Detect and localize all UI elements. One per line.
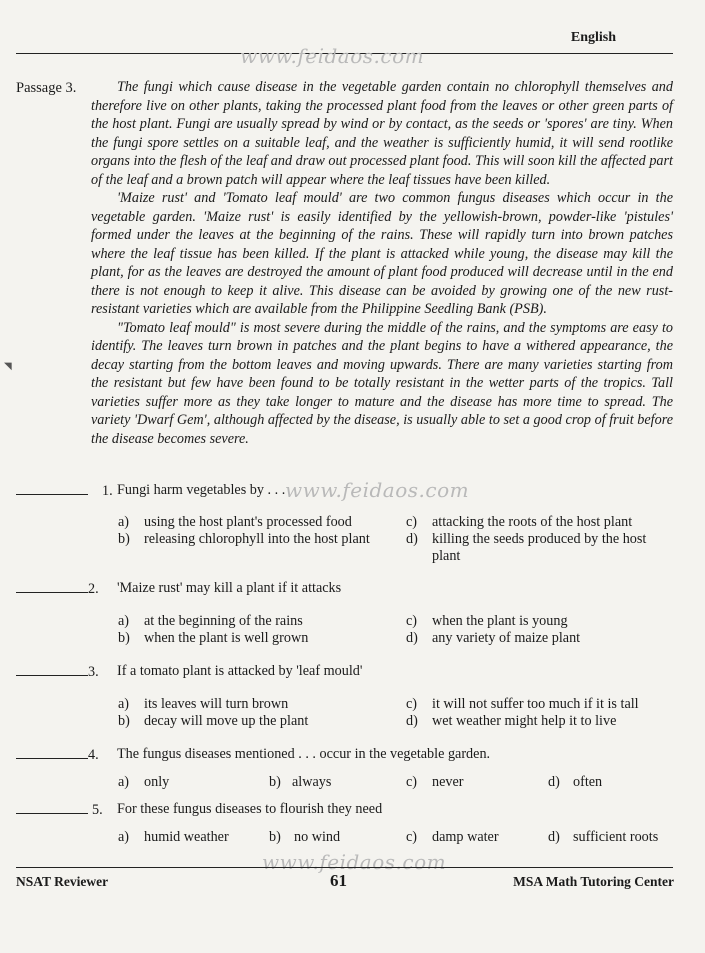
answer-blank[interactable] [16,663,88,676]
option-letter: a) [118,514,130,530]
option-text[interactable]: releasing chlorophyll into the host plant [144,531,370,547]
option-row [118,514,408,548]
option-text[interactable]: any variety of maize plant [432,630,581,646]
option-text[interactable]: decay will move up the plant [144,713,309,729]
question-2 [16,580,676,600]
option-row [406,514,676,565]
footer-rule [16,867,673,868]
option-letter: a) [118,696,130,712]
option-row [406,696,676,730]
option-letter: c) [406,696,418,712]
option-text[interactable]: its leaves will turn brown [144,696,289,712]
answer-blank[interactable] [16,801,88,814]
question-number: 5. [92,802,103,818]
option-letter: c) [406,829,418,845]
option-letter: d) [406,531,418,547]
option-letter: b) [118,713,130,729]
passage-paragraph: 'Maize rust' and 'Tomato leaf mould' are two common fungus diseases which occur in the vegetable garden. 'Maize rust' is easily identified by the yellowish-brown, powder-like 'pistules' formed under the leaves at the beginning of the rains. These will rapidly turn into brown patches where the leaf tissue has been killed. If the plant is attacked while young, the disease may kill the plant, for as the leaves are destroyed the amount of plant food produced will decrease until in the end there is not enough to keep it alive. This disease can be avoided by growing one of the new rust-resistant varieties which are available from the Philippine Seedling Bank (PSB). [91,190,673,317]
option-text[interactable]: killing the seeds produced by the host plant [432,531,647,564]
question-5 [16,801,676,821]
option-text[interactable]: at the beginning of the rains [144,613,303,629]
option-letter: b) [269,829,281,845]
option-text[interactable]: no wind [294,829,341,845]
question-number: 4. [88,747,99,763]
question-text: 'Maize rust' may kill a plant if it attacks [117,580,342,596]
option-text[interactable]: humid weather [144,829,229,845]
question-text: If a tomato plant is attacked by 'leaf mould' [117,663,363,679]
passage-label: Passage 3. [16,80,77,96]
watermark: www.feidaos.com [262,850,447,874]
option-text[interactable]: often [573,774,603,790]
pen-mark-icon: ◥ [4,361,12,372]
option-row [118,613,408,647]
option-letter: c) [406,774,418,790]
option-text[interactable]: it will not suffer too much if it is tall [432,696,639,712]
option-letter: d) [548,829,560,845]
question-text: Fungi harm vegetables by . . . [117,482,286,498]
option-text[interactable]: attacking the roots of the host plant [432,514,633,530]
option-text[interactable]: wet weather might help it to live [432,713,617,729]
option-letter: a) [118,774,130,790]
watermark: www.feidaos.com [240,44,425,68]
option-letter: d) [406,713,418,729]
question-4 [16,746,676,766]
option-letter: a) [118,829,130,845]
question-number: 1. [102,483,113,499]
option-letter: d) [548,774,560,790]
watermark: www.feidaos.com [285,478,470,502]
passage-text [91,78,673,448]
question-number: 2. [88,581,99,597]
option-letter: b) [269,774,281,790]
option-text[interactable]: damp water [432,829,499,845]
question-number: 3. [88,664,99,680]
question-text: The fungus diseases mentioned . . . occur in the vegetable garden. [117,746,491,762]
answer-blank[interactable] [16,580,88,593]
option-text[interactable]: only [144,774,170,790]
answer-blank[interactable] [16,746,88,759]
option-text[interactable]: never [432,774,464,790]
footer-book-title: NSAT Reviewer [16,874,109,889]
passage-paragraph: "Tomato leaf mould" is most severe during the middle of the rains, and the symptoms are easy to identify. The leaves turn brown in patches and the plant begins to have a withered appearance, the decay starting from the bottom leaves and moving upwards. There are many varieties starting from the resistant but few have been found to be totally resistant in the wetter parts of the tropics. Tall varieties suffer more as they take longer to mature and the disease has more time to spread. The variety 'Dwarf Gem', although affected by the disease, is usually able to set a good crop of fruit before the disease becomes severe. [91,319,673,447]
option-text[interactable]: when the plant is well grown [144,630,309,646]
answer-blank[interactable] [16,482,88,495]
option-row [406,613,676,647]
option-letter: c) [406,613,418,629]
question-text: For these fungus diseases to flourish they need [117,801,383,817]
option-row [118,696,408,730]
passage-paragraph: The fungi which cause disease in the vegetable garden contain no chlorophyll themselves and therefore live on other plants, taking the processed plant food from the leaves or other green parts of the host plant. Fungi are usually spread by wind or by contact, as the seeds or 'spores' are tiny. When the fungi spore settles on a suitable leaf, and the weather is sufficiently humid, it will send rootlike organs into the flesh of the leaf and draw out processed plant food. This will soon kill the affected part of the leaf and a brown patch will appear where the leaf tissues have been killed. [91,79,673,188]
option-letter: b) [118,531,130,547]
option-text[interactable]: when the plant is young [432,613,568,629]
option-text[interactable]: using the host plant's processed food [144,514,352,530]
option-letter: d) [406,630,418,646]
option-text[interactable]: sufficient roots [573,829,659,845]
option-letter: c) [406,514,418,530]
question-3 [16,663,676,683]
footer-publisher: MSA Math Tutoring Center [513,874,674,889]
subject-header: English [570,30,616,45]
page-number: 61 [330,871,347,890]
option-letter: a) [118,613,130,629]
option-letter: b) [118,630,130,646]
option-text[interactable]: always [292,774,332,790]
